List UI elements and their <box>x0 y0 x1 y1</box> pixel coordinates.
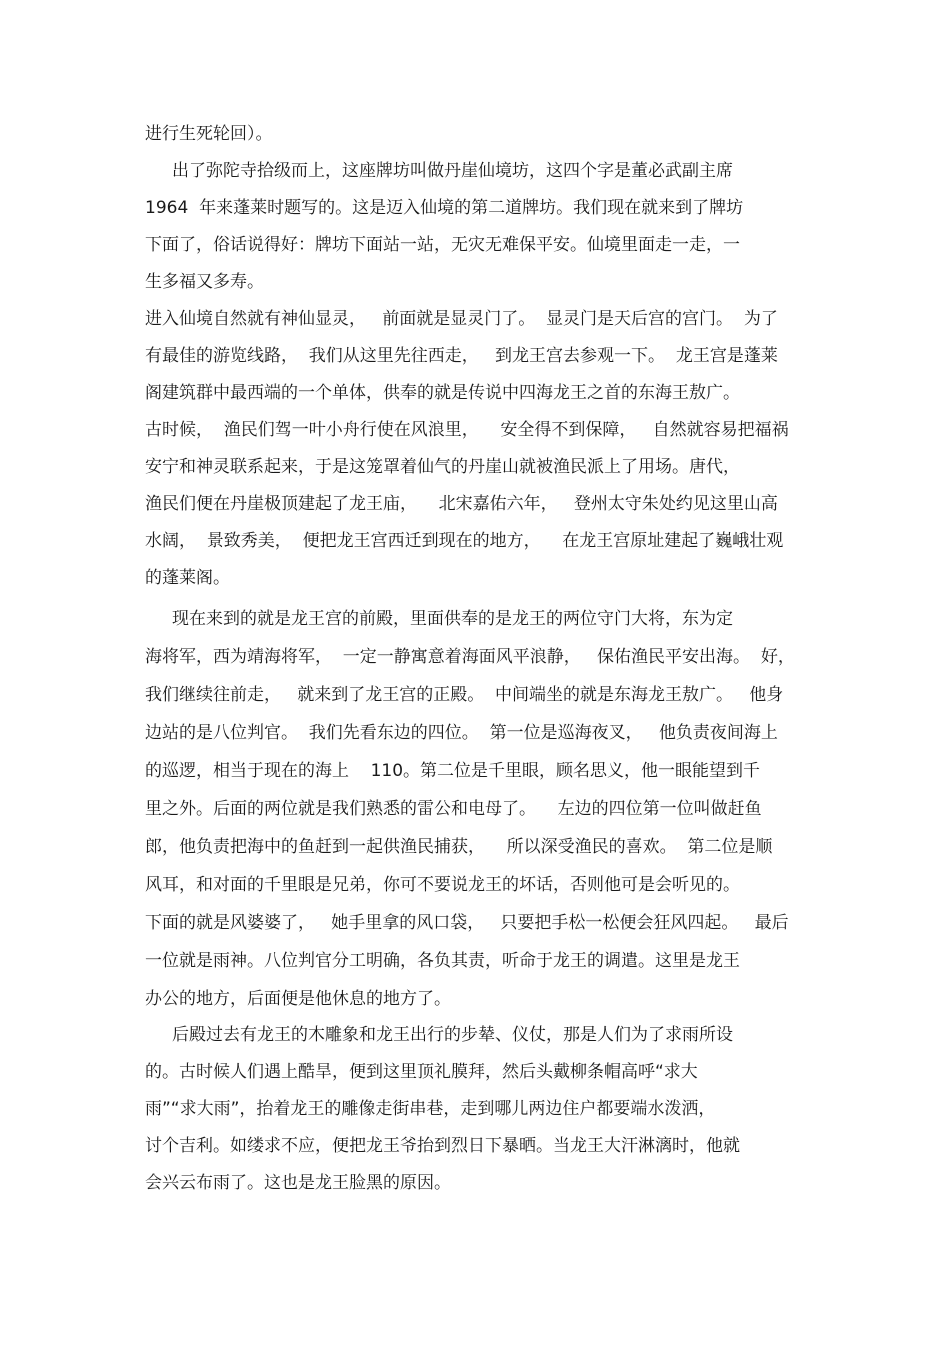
text-line: 风耳，和对面的千里眼是兄弟，你可不要说龙王的坏话，否则他可是会听见的。 <box>145 875 740 895</box>
text-line: 进行生死轮回）。 <box>145 124 273 144</box>
text-line: 郎，他负责把海中的鱼赶到一起供渔民捕获， 所以深受渔民的喜欢。 第二位是顺 <box>145 837 773 857</box>
text-line: 的蓬莱阁。 <box>145 568 230 588</box>
text-line: 边站的是八位判官。 我们先看东边的四位。 第一位是巡海夜叉， 他负责夜间海上 <box>145 723 778 743</box>
text-line: 有最佳的游览线路， 我们从这里先往西走， 到龙王宫去参观一下。 龙王宫是蓬莱 <box>145 346 778 366</box>
text-line: 的。古时候人们遇上酷旱，便到这里顶礼膜拜，然后头戴柳条帽高呼“求大 <box>145 1062 698 1082</box>
text-line: 雨”“求大雨”，抬着龙王的雕像走街串巷，走到哪儿两边住户都要端水泼洒， <box>145 1099 716 1119</box>
text-line: 水阔， 景致秀美， 便把龙王宫西迁到现在的地方， 在龙王宫原址建起了巍峨壮观 <box>145 531 784 551</box>
text-line: 我们继续往前走， 就来到了龙王宫的正殿。 中间端坐的就是东海龙王敖广。 他身 <box>145 685 784 705</box>
text-line: 海将军，西为靖海将军， 一定一静寓意着海面风平浪静， 保佑渔民平安出海。 好， <box>145 647 795 667</box>
text-line: 下面的就是风婆婆了， 她手里拿的风口袋， 只要把手松一松便会狂风四起。 最后 <box>145 913 789 933</box>
text-line: 一位就是雨神。八位判官分工明确，各负其责，听命于龙王的调遣。这里是龙王 <box>145 951 740 971</box>
text-line: 渔民们便在丹崖极顶建起了龙王庙， 北宋嘉佑六年， 登州太守朱处约见这里山高 <box>145 494 778 514</box>
paragraph-first-line: 古时候， 渔民们驾一叶小舟行使在风浪里， 安全得不到保障， 自然就容易把福祸 <box>145 420 789 440</box>
text-line: 讨个吉利。如缕求不应，便把龙王爷抬到烈日下暴晒。当龙王大汗淋漓时，他就 <box>145 1136 740 1156</box>
paragraph-first-line: 后殿过去有龙王的木雕象和龙王出行的步辇、仪仗，那是人们为了求雨所设 <box>172 1025 733 1045</box>
paragraph-first-line: 现在来到的就是龙王宫的前殿，里面供奉的是龙王的两位守门大将，东为定 <box>172 609 733 629</box>
text-line: 下面了，俗话说得好：牌坊下面站一站，无灾无难保平安。仙境里面走一走，一 <box>145 235 740 255</box>
text-line: 办公的地方，后面便是他休息的地方了。 <box>145 989 451 1009</box>
text-line: 阁建筑群中最西端的一个单体，供奉的就是传说中四海龙王之首的东海王敖广。 <box>145 383 740 403</box>
text-line: 安宁和神灵联系起来，于是这笼罩着仙气的丹崖山就被渔民派上了用场。唐代， <box>145 457 740 477</box>
paragraph-first-line: 进入仙境自然就有神仙显灵， 前面就是显灵门了。 显灵门是天后宫的宫门。 为了 <box>145 309 778 329</box>
text-line: 里之外。后面的两位就是我们熟悉的雷公和电母了。 左边的四位第一位叫做赶鱼 <box>145 799 762 819</box>
text-line: 会兴云布雨了。这也是龙王脸黑的原因。 <box>145 1173 451 1193</box>
text-line: 的巡逻，相当于现在的海上 110。第二位是千里眼，顾名思义，他一眼能望到千 <box>145 761 761 781</box>
text-line: 生多福又多寿。 <box>145 272 264 292</box>
text-line: 1964 年来蓬莱时题写的。这是迈入仙境的第二道牌坊。我们现在就来到了牌坊 <box>145 198 744 218</box>
paragraph-first-line: 出了弥陀寺拾级而上，这座牌坊叫做丹崖仙境坊，这四个字是董必武副主席 <box>172 161 733 181</box>
